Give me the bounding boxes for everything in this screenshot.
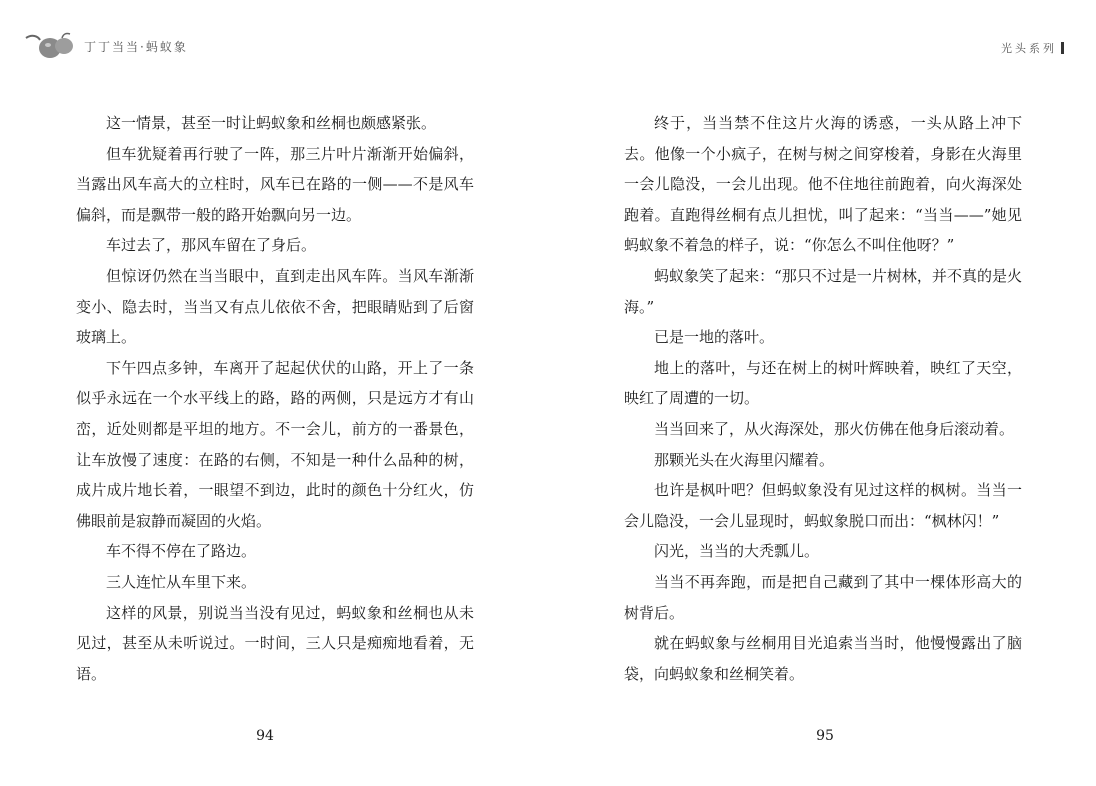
paragraph: 这一情景，甚至一时让蚂蚁象和丝桐也颇感紧张。 (106, 114, 437, 132)
paragraph: 那颗光头在火海里闪耀着。 (654, 450, 835, 469)
paragraph: 三人连忙从车里下来。 (106, 572, 257, 591)
paragraph: 但惊讶仍然在当当眼中，直到走出风车阵。当风车渐渐变小、隐去时，当当又有点儿依依不舍，把眼睛贴到了后窗玻璃上。 (76, 266, 474, 347)
paragraph: 蚂蚁象笑了起来：“那只不过是一片树林，并不真的是火海。” (624, 266, 1022, 316)
paragraph: 终于，当当禁不住这片火海的诱惑，一头从路上冲下去。他像一个小疯子，在树与树之间穿梭着，身影在火海里一会儿隐没，一会儿出现。他不住地往前跑着，向火海深处跑着。直跑得丝桐有点儿担忧，叫了起来：“当当——”她见蚂蚁象不着急的样子，说：“你怎么不叫住他呀？” (624, 114, 1022, 255)
paragraph: 闪光，当当的大秃瓢儿。 (654, 542, 820, 561)
body-text-left (76, 108, 474, 689)
paragraph: 但车犹疑着再行驶了一阵，那三片叶片渐渐开始偏斜，当露出风车高大的立柱时，风车已在路的一侧——不是风车偏斜，而是飘带一般的路开始飘向另一边。 (76, 144, 474, 224)
paragraph: 也许是枫叶吧？但蚂蚁象没有见过这样的枫树。当当一会儿隐没，一会儿显现时，蚂蚁象脱口而出：“枫林闪！” (624, 481, 1022, 530)
paragraph: 当当不再奔跑，而是把自己藏到了其中一棵体形高大的树背后。 (624, 572, 1022, 622)
running-header-left (24, 30, 188, 62)
body-text-right (624, 108, 1022, 689)
running-header-right (1001, 40, 1064, 56)
paragraph: 车过去了，那风车留在了身后。 (106, 236, 317, 255)
page-number-right: 95 (816, 728, 834, 744)
paragraph: 地上的落叶，与还在树上的树叶辉映着，映红了天空，映红了周遭的一切。 (624, 358, 1022, 408)
paragraph: 下午四点多钟，车离开了起起伏伏的山路，开上了一条似乎永远在一个水平线上的路，路的两侧，只是远方才有山峦，近处则都是平坦的地方。不一会儿，前方的一番景色，让车放慢了速度：在路的右侧，不知是一种什么品种的树，成片成片地长着，一眼望不到边，此时的颜色十分红火，仿佛眼前是寂静而凝固的火焰。 (76, 358, 474, 530)
paragraph: 当当回来了，从火海深处，那火仿佛在他身后滚动着。 (654, 419, 1015, 438)
page-number-left: 94 (256, 728, 274, 744)
paragraph: 这样的风景，别说当当没有见过，蚂蚁象和丝桐也从未见过，甚至从未听说过。一时间，三人只是痴痴地看着，无语。 (76, 603, 474, 683)
paragraph: 车不得不停在了路边。 (106, 542, 257, 561)
right-page (548, 0, 1096, 786)
paragraph: 已是一地的落叶。 (654, 328, 775, 347)
header-bar-mark (1061, 42, 1064, 54)
series-title: 丁丁当当·蚂蚁象 (84, 39, 188, 54)
section-title: 光头系列 (1001, 42, 1057, 55)
paragraph: 就在蚂蚁象与丝桐用目光追索当当时，他慢慢露出了脑袋，向蚂蚁象和丝桐笑着。 (624, 634, 1022, 683)
gourd-logo-icon (24, 30, 80, 62)
